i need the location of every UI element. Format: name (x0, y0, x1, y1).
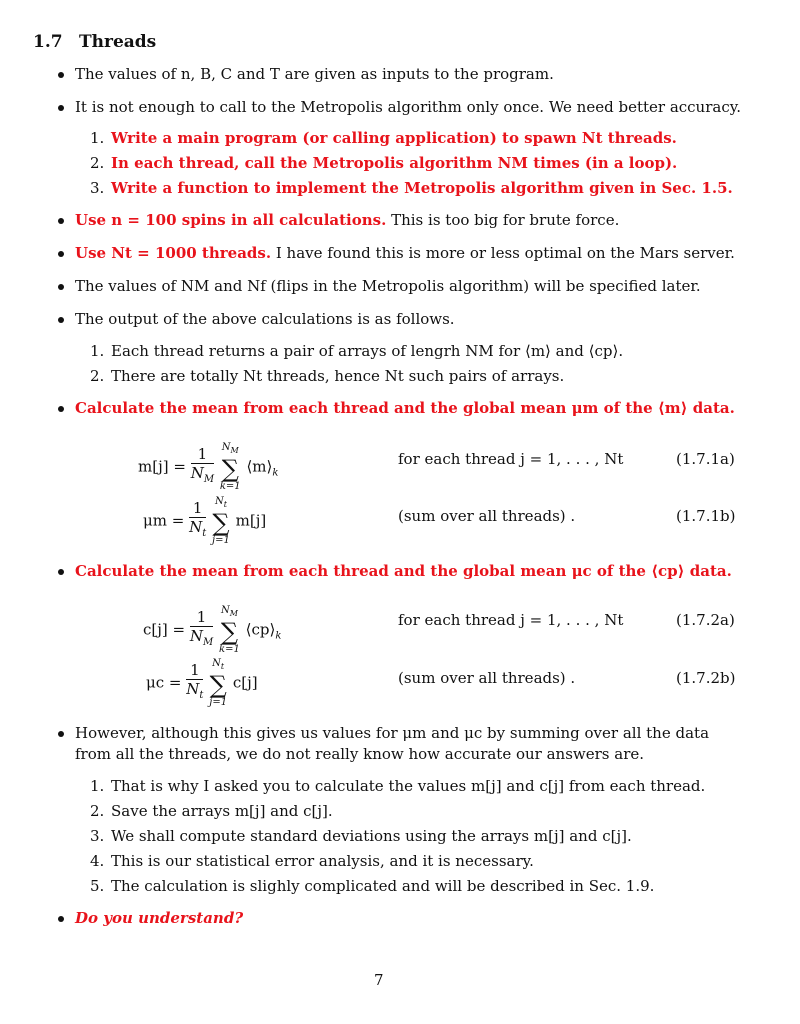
analysis-item: 4. This is our statistical error analysis, and it is necessary. (90, 852, 534, 870)
equation-1-7-1a: m[j] = $\frac{1}{N_M}$ $N_M$ ∑ k=1 $⟨m⟩_k$ for each thread j = 1, . . . , Nt (1.7.1a) (138, 442, 735, 492)
equation-1-7-2a: c[j] = $\frac{1}{N_M}$ $N_M$ ∑ k=1 $⟨cp⟩_k$ for each thread j = 1, . . . , Nt (1.7.2a) (143, 605, 735, 655)
bullet-do-you-understand: Do you understand? (58, 908, 748, 929)
equation-1-7-2b (0, 648, 800, 708)
mean-c-bullet (58, 561, 748, 582)
step-item: 1. Write a main program (or calling application) to spawn Nt threads. (90, 129, 677, 147)
eq-lhs: c[j] = (143, 620, 186, 639)
fraction: $\frac{1}{N_M}$ (189, 608, 214, 648)
eq-term: m[j] (235, 511, 267, 530)
fraction: $\frac{1}{N_t}$ (189, 499, 207, 539)
final-bullet (58, 908, 748, 929)
analysis-list (90, 776, 750, 897)
analysis-item: 5. The calculation is slighly complicated and will be described in Sec. 1.9. (90, 877, 655, 895)
bullet-mean-c: Calculate the mean from each thread and the global mean μc of the ⟨cp⟩ data. (58, 561, 748, 582)
eq-lhs: m[j] = (138, 457, 186, 476)
eq-condition: for each thread j = 1, . . . , Nt (398, 611, 624, 629)
eq-condition: (sum over all threads) . (398, 507, 576, 525)
bullet-values: The values of NM and Nf (flips in the Metropolis algorithm) will be specified later. (58, 276, 748, 297)
output-list (90, 341, 750, 387)
bullet-mean-m: Calculate the mean from each thread and the global mean μm of the ⟨m⟩ data. (58, 398, 748, 419)
equation-1-7-1b (0, 486, 800, 546)
however-bullet (58, 723, 748, 765)
eq-lhs: μm = (143, 511, 185, 530)
analysis-item: 2. Save the arrays m[j] and c[j]. (90, 802, 333, 820)
fraction: $\frac{1}{N_t}$ (186, 661, 204, 701)
bullet-threads: Use Nt = 1000 threads. I have found this is more or less optimal on the Mars server. (58, 243, 748, 264)
summation: $N_M$ ∑ k=1 (219, 605, 240, 655)
bullet-spins: Use n = 100 spins in all calculations. This is too big for brute force. (58, 210, 748, 231)
page-number: 7 (374, 971, 384, 989)
mean-m-bullet (58, 398, 748, 419)
config-bullets (58, 210, 748, 330)
summation: $N_t$ ∑ j=1 (209, 658, 228, 708)
section-title: Threads (79, 32, 157, 52)
bullet-however: However, although this gives us values for μm and μc by summing over all the data from all the threads, we do not really know how accurate our answers are. (58, 723, 748, 765)
step-item: 2. In each thread, call the Metropolis algorithm NM times (in a loop). (90, 154, 678, 172)
eq-condition: for each thread j = 1, . . . , Nt (398, 450, 624, 468)
step-item: 3. Write a function to implement the Metropolis algorithm given in Sec. 1.5. (90, 179, 733, 197)
eq-number: (1.7.2a) (676, 611, 735, 629)
summation: $N_t$ ∑ j=1 (212, 496, 230, 546)
bullet-output: The output of the above calculations is as follows. (58, 309, 748, 330)
eq-lhs: μc = (146, 673, 182, 692)
eq-term: ⟨m⟩ (246, 457, 273, 476)
fraction: $\frac{1}{N_M}$ (190, 445, 215, 485)
output-item: 2. There are totally Nt threads, hence Nt such pairs of arrays. (90, 367, 565, 385)
eq-term: c[j] (232, 673, 258, 692)
output-item: 1. Each thread returns a pair of arrays of lengrh NM for ⟨m⟩ and ⟨cp⟩. (90, 342, 624, 360)
eq-number: (1.7.1b) (676, 507, 736, 525)
bullet-accuracy: It is not enough to call to the Metropolis algorithm only once. We need better accuracy. (58, 97, 748, 118)
intro-bullets (58, 64, 748, 118)
section-heading (33, 32, 156, 52)
summation: $N_M$ ∑ k=1 (219, 442, 241, 492)
eq-number: (1.7.1a) (676, 450, 735, 468)
analysis-item: 1. That is why I asked you to calculate the values m[j] and c[j] from each thread. (90, 777, 706, 795)
bullet-inputs: The values of n, B, C and T are given as inputs to the program. (58, 64, 748, 85)
eq-condition: (sum over all threads) . (398, 669, 576, 687)
section-number: 1.7 (33, 32, 63, 52)
eq-term: ⟨cp⟩ (245, 620, 276, 639)
eq-number: (1.7.2b) (676, 669, 736, 687)
steps-list (90, 128, 750, 199)
analysis-item: 3. We shall compute standard deviations using the arrays m[j] and c[j]. (90, 827, 632, 845)
